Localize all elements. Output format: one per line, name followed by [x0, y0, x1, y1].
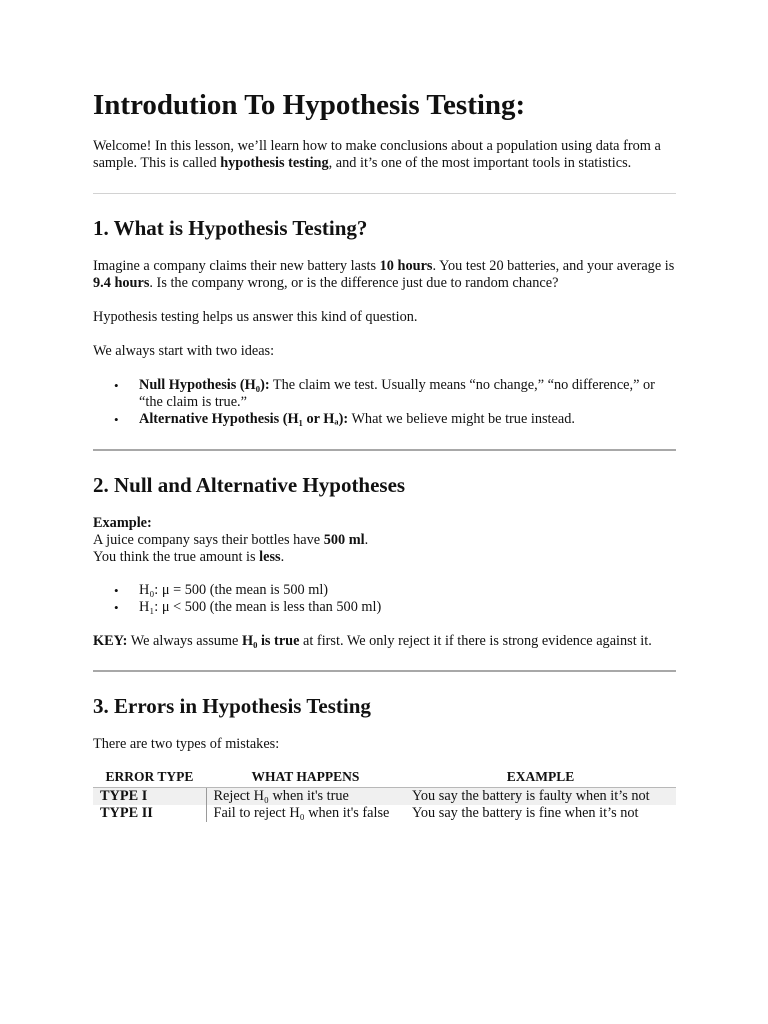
section-divider-2: [93, 449, 676, 451]
key-text-b: H₀ is true: [241, 633, 300, 649]
table-header-row: [93, 768, 676, 788]
key-note: [93, 633, 676, 650]
intro-text-c: , and it’s one of the most important tools in statistics.: [328, 155, 632, 171]
s2-line2-b: less: [259, 549, 281, 565]
list-item: [93, 377, 676, 411]
column-header: EXAMPLE: [405, 768, 676, 788]
table-cell: Fail to reject H₀ when it's false: [206, 805, 405, 822]
s2-line1-a: A juice company says their bottles have: [93, 532, 324, 548]
example-line-2: [93, 549, 676, 566]
section-1-paragraph-3: We always start with two ideas:: [93, 343, 275, 359]
list-item: • H₀: μ = 500 (the mean is 500 ml): [93, 582, 676, 599]
hypotheses-example-list: [93, 582, 676, 616]
s1-p1-b: 10 hours: [379, 258, 433, 274]
section-3-paragraph-1: There are two types of mistakes:: [93, 736, 280, 752]
column-header: ERROR TYPE: [93, 768, 206, 788]
section-divider-1: [93, 193, 676, 194]
table-cell: TYPE I: [93, 788, 206, 806]
intro-paragraph: [93, 138, 676, 172]
list-item-label: Alternative Hypothesis (H₁ or Hₐ):: [139, 411, 349, 427]
s1-p1-a: Imagine a company claims their new battery lasts: [93, 258, 380, 274]
section-3-heading: 3. Errors in Hypothesis Testing: [93, 694, 371, 718]
section-1-heading: 1. What is Hypothesis Testing?: [93, 216, 368, 240]
key-text-a: We always assume: [127, 633, 242, 649]
s2-line2-a: You think the true amount is: [93, 549, 260, 565]
list-item-text: The claim we test. Usually means “no change,” “no difference,” or “the claim is true.”: [139, 377, 655, 410]
section-1-paragraph-1: [93, 258, 676, 292]
table-cell: Reject H₀ when it's true: [206, 788, 405, 806]
section-2-heading: 2. Null and Alternative Hypotheses: [93, 473, 406, 497]
example-label-text: Example:: [93, 515, 152, 531]
s2-line1-c: .: [364, 532, 369, 548]
list-item: • H₁: μ < 500 (the mean is less than 500 ml): [93, 599, 676, 616]
key-text-c: at first. We only reject it if there is strong evidence against it.: [299, 633, 652, 649]
document-content: [93, 86, 676, 822]
errors-table: [93, 768, 676, 822]
table-cell: You say the battery is faulty when it’s not: [405, 788, 676, 806]
s1-p1-d: 9.4 hours: [93, 275, 150, 291]
s2-line2-c: .: [280, 549, 285, 565]
list-item-label: Null Hypothesis (H₀):: [139, 377, 270, 393]
s1-p1-c: . You test 20 batteries, and your average is: [432, 258, 675, 274]
column-header: WHAT HAPPENS: [206, 768, 405, 788]
s2-line1-b: 500 ml: [323, 532, 365, 548]
key-label: KEY:: [93, 633, 128, 649]
list-item: [93, 411, 676, 428]
table-row: [93, 788, 676, 806]
table-cell: You say the battery is fine when it’s not: [412, 805, 639, 821]
example-line-1: [93, 532, 676, 549]
intro-text-a: Welcome! In this lesson, we’ll learn how to make conclusions about a population using data from a sample. This is called: [93, 138, 661, 171]
table-cell: TYPE II: [100, 805, 153, 821]
page-title: Introdution To Hypothesis Testing:: [93, 89, 526, 121]
intro-term-bold: hypothesis testing: [220, 155, 329, 171]
section-divider-3: [93, 670, 676, 672]
section-1-paragraph-2: Hypothesis testing helps us answer this kind of question.: [93, 309, 418, 325]
example-label: [93, 515, 676, 532]
table-row: [93, 805, 676, 822]
hypothesis-list: [93, 377, 676, 428]
s1-p1-e: . Is the company wrong, or is the difference just due to random chance?: [149, 275, 559, 291]
list-item-text: What we believe might be true instead.: [348, 411, 575, 427]
